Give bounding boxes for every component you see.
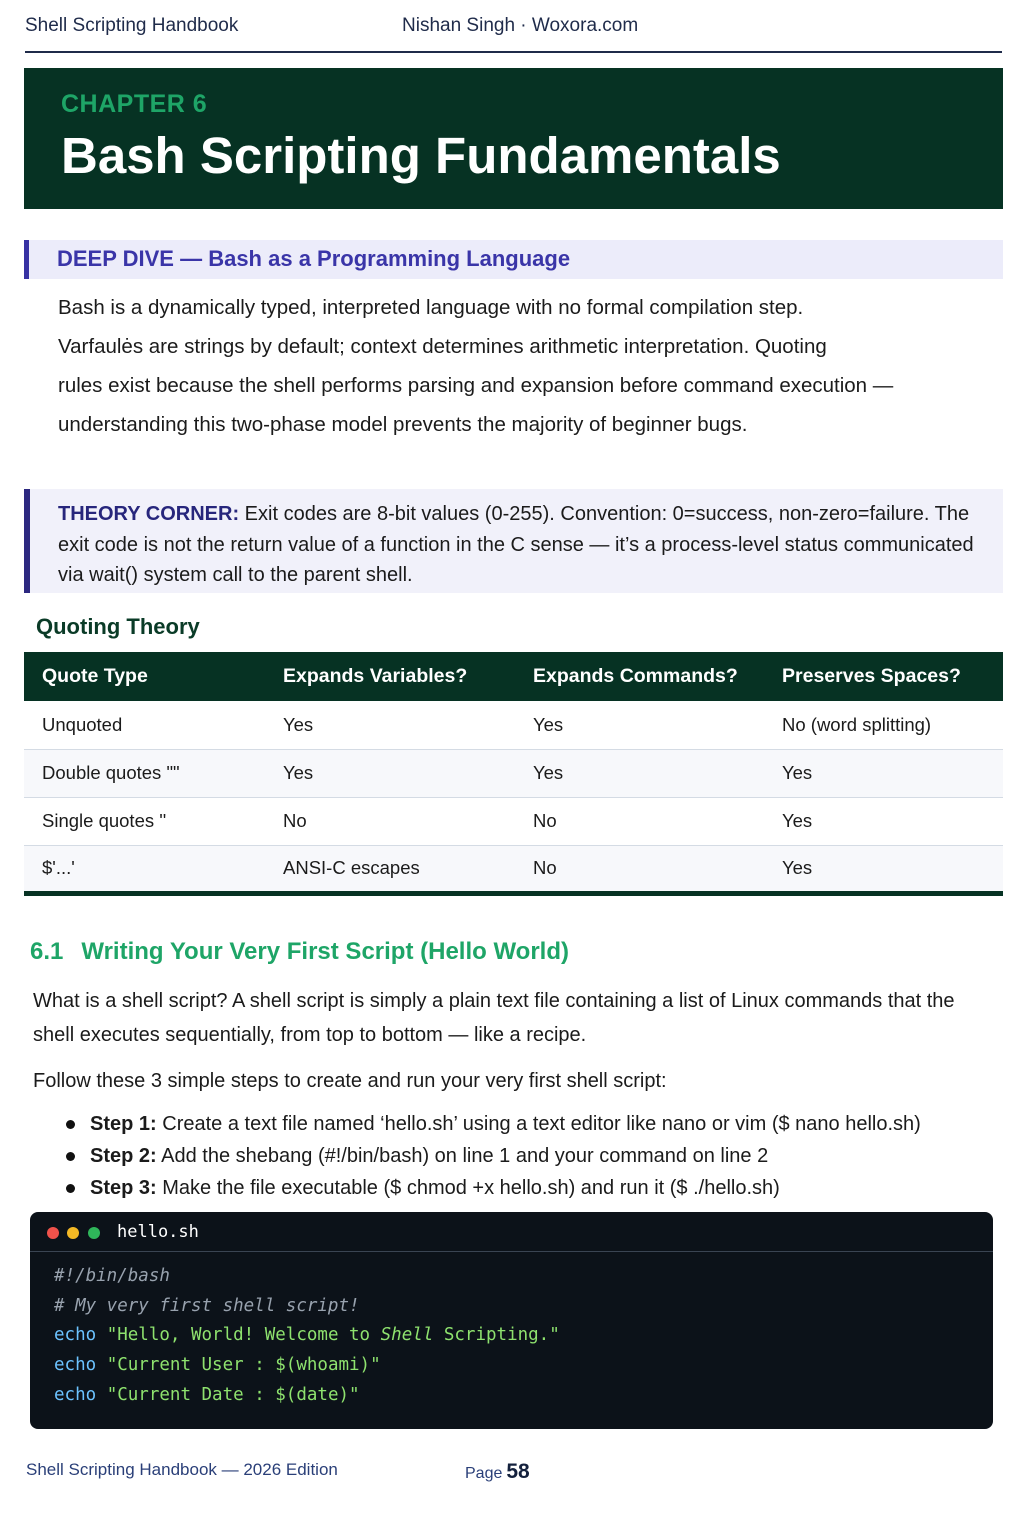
table-cell: Double quotes "" <box>24 749 265 797</box>
table-cell: Yes <box>515 701 764 749</box>
maximize-dot-icon <box>88 1227 100 1239</box>
table-header-cell: Quote Type <box>24 652 265 701</box>
section-title: Writing Your Very First Script (Hello World) <box>81 938 569 965</box>
terminal-title-bar <box>30 1212 993 1252</box>
list-item <box>66 1108 921 1140</box>
steps-list <box>66 1108 921 1204</box>
deep-dive-line: Bash is a dynamically typed, interpreted language with no formal compilation step. <box>58 296 804 319</box>
table-header-cell: Preserves Spaces? <box>764 652 1003 701</box>
deep-dive-line: rules exist because the shell performs parsing and expansion before command execution — <box>58 374 894 397</box>
table-row <box>24 797 1003 845</box>
step-label: Step 2: <box>90 1145 157 1167</box>
table-cell: No <box>515 845 764 893</box>
step-label: Step 3: <box>90 1177 157 1199</box>
code-line <box>54 1381 993 1411</box>
code-string: "Hello, World! Welcome to <box>96 1325 381 1346</box>
terminal-filename: hello.sh <box>117 1222 199 1242</box>
section-number: 6.1 <box>30 938 64 965</box>
deep-dive-line: understanding this two-phase model prevents the majority of beginner bugs. <box>58 413 748 436</box>
page-label: Page <box>465 1465 503 1482</box>
running-header <box>25 0 1002 53</box>
step-text: Make the file executable ($ chmod +x hello.sh) and run it ($ ./hello.sh) <box>156 1177 780 1199</box>
code-keyword: echo <box>54 1384 97 1405</box>
table-cell: Yes <box>265 749 515 797</box>
steps-intro: Follow these 3 simple steps to create and run your very first shell script: <box>33 1070 667 1092</box>
header-book-title: Shell Scripting Handbook <box>25 15 239 36</box>
table-cell: Yes <box>764 749 1003 797</box>
code-line: #!/bin/bash <box>54 1266 170 1286</box>
table-row <box>24 749 1003 797</box>
chapter-banner <box>24 68 1003 209</box>
deep-dive-heading: DEEP DIVE — Bash as a Programming Language <box>24 240 1003 279</box>
list-item <box>66 1172 921 1204</box>
header-author: Nishan Singh · Woxora.com <box>402 15 639 36</box>
table-cell: No (word splitting) <box>764 701 1003 749</box>
step-text: Add the shebang (#!/bin/bash) on line 1 and your command on line 2 <box>156 1145 769 1167</box>
code-line: # My very first shell script! <box>54 1295 360 1316</box>
code-line <box>54 1321 993 1351</box>
chapter-title: Bash Scripting Fundamentals <box>61 127 781 184</box>
code-string: Scripting." <box>433 1325 560 1346</box>
footer-edition: Shell Scripting Handbook — 2026 Edition <box>26 1460 338 1479</box>
table-row <box>24 845 1003 893</box>
quoting-table <box>24 652 1003 896</box>
code-keyword: echo <box>54 1325 97 1346</box>
table-cell: ANSI-C escapes <box>265 845 515 893</box>
step-label: Step 1: <box>90 1113 157 1135</box>
code-string: "Current Date : $(date)" <box>96 1384 360 1405</box>
table-cell: Unquoted <box>24 701 265 749</box>
table-cell: $'...' <box>24 845 265 893</box>
terminal-window <box>30 1212 993 1429</box>
footer-page <box>465 1460 530 1484</box>
table-cell: Yes <box>265 701 515 749</box>
deep-dive-line: Varfaulės are strings by default; context determines arithmetic interpretation. Quoting <box>58 335 827 358</box>
table-cell: Single quotes '' <box>24 797 265 845</box>
list-item <box>66 1140 921 1172</box>
deep-dive-box <box>24 240 1003 444</box>
table-row <box>24 701 1003 749</box>
theory-corner-label: THEORY CORNER: <box>58 503 240 525</box>
deep-dive-body <box>24 279 1003 444</box>
code-block <box>30 1252 993 1411</box>
table-header-row <box>24 652 1003 701</box>
quoting-table-title: Quoting Theory <box>36 614 200 639</box>
minimize-dot-icon <box>67 1227 79 1239</box>
section-intro: What is a shell script? A shell script is simply a plain text file containing a list of Linux commands that the shell executes sequentially, from top to bottom — like a recipe. <box>33 990 955 1046</box>
code-string-italic: Shell <box>380 1325 434 1346</box>
table-header-cell: Expands Variables? <box>265 652 515 701</box>
code-line <box>54 1351 993 1381</box>
page-number: 58 <box>506 1460 530 1483</box>
table-header-cell: Expands Commands? <box>515 652 764 701</box>
table-cell: No <box>515 797 764 845</box>
table-cell: No <box>265 797 515 845</box>
table-cell: Yes <box>764 845 1003 893</box>
table-cell: Yes <box>515 749 764 797</box>
theory-corner-text: Exit codes are 8-bit values (0-255). Convention: 0=success, non-zero=failure. The exit code is not the return value of a function in the C sense — it’s a process-level status communicated via wait() system call to the parent shell. <box>58 503 974 586</box>
code-keyword: echo <box>54 1355 97 1376</box>
section-heading <box>30 938 569 966</box>
table-cell: Yes <box>764 797 1003 845</box>
close-dot-icon <box>47 1227 59 1239</box>
theory-corner-box <box>24 489 1003 593</box>
step-text: Create a text file named ‘hello.sh’ using a text editor like nano or vim ($ nano hello.sh) <box>156 1113 921 1135</box>
code-string: "Current User : $(whoami)" <box>96 1355 381 1376</box>
chapter-label: CHAPTER 6 <box>61 90 208 118</box>
